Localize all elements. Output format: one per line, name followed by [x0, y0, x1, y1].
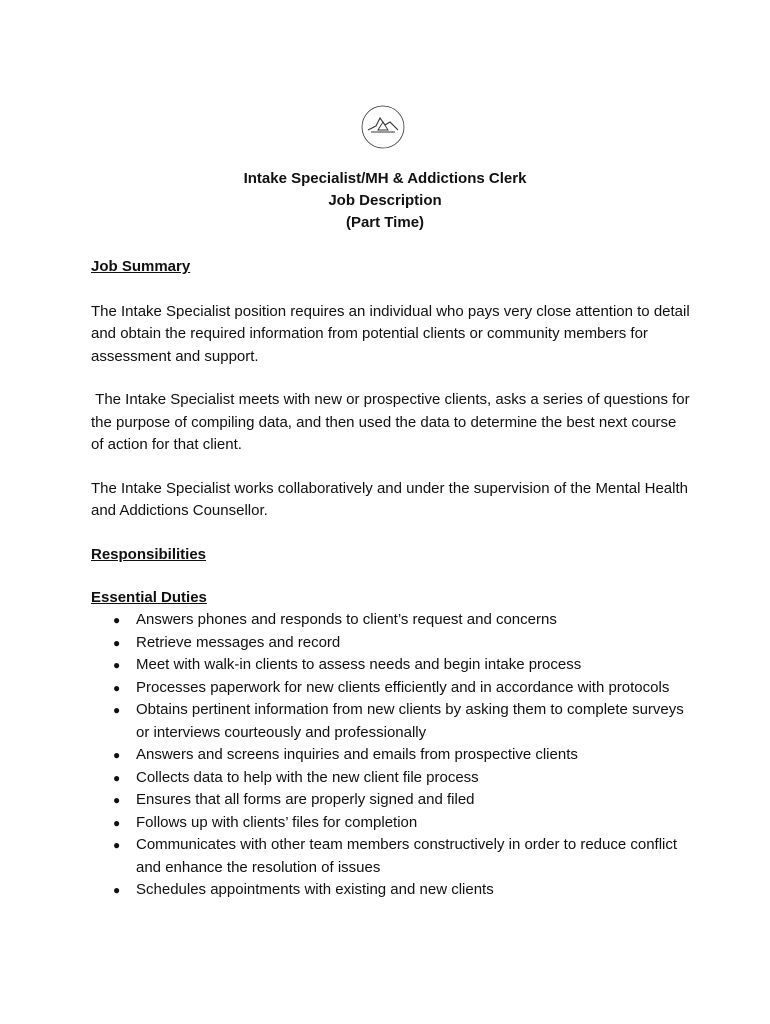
duty-list-item — [91, 812, 691, 835]
duty-list-item — [91, 632, 691, 655]
organization-logo — [360, 104, 406, 150]
bullet-icon: ● — [113, 680, 121, 695]
employment-type: (Part Time) — [345, 214, 425, 231]
essential-duties-list — [91, 609, 691, 902]
duty-list-item — [91, 879, 691, 902]
duty-text: Communicates with other team members constructively in order to reduce conflict and enhance the resolution of issues — [136, 836, 678, 876]
bullet-icon: ● — [113, 658, 121, 672]
bullet-icon: ● — [113, 748, 121, 762]
duty-text: Schedules appointments with existing and new clients — [136, 881, 494, 898]
document-body — [91, 256, 694, 902]
bullet-icon: ● — [113, 793, 121, 807]
responsibilities-heading: Responsibilities — [91, 545, 207, 563]
job-summary-heading: Job Summary — [91, 258, 191, 275]
duty-text: Collects data to help with the new client file process — [136, 768, 479, 786]
document-subtitle: Job Description — [328, 192, 442, 209]
duty-text: Retrieve messages and record — [136, 633, 341, 651]
duty-text: Meet with walk-in clients to assess needs and begin intake process — [136, 656, 582, 673]
duty-text: Obtains pertinent information from new clients by asking them to complete surveys or interviews courteously and professionally — [136, 701, 684, 741]
essential-duties-heading: Essential Duties — [91, 589, 207, 606]
duty-list-item — [91, 677, 691, 700]
duty-text: Answers phones and responds to client’s request and concerns — [136, 611, 557, 628]
bullet-icon: ● — [113, 883, 121, 897]
bullet-icon: ● — [113, 815, 121, 830]
bullet-icon: ● — [113, 703, 121, 717]
duty-list-item — [91, 834, 691, 879]
duty-list-item — [91, 699, 691, 744]
duty-text: Processes paperwork for new clients efficiently and in accordance with protocols — [136, 678, 670, 696]
svg-text:· · ·: · · · — [374, 111, 379, 115]
summary-paragraph-3: The Intake Specialist works collaboratively and under the supervision of the Mental Health and Addictions Counsellor. — [91, 479, 688, 519]
document-title-block — [0, 168, 770, 234]
duty-text: Ensures that all forms are properly signed and filed — [136, 791, 475, 808]
duty-list-item — [91, 609, 691, 632]
bullet-icon: ● — [113, 613, 121, 627]
document-title: Intake Specialist/MH & Addictions Clerk — [243, 170, 527, 187]
duty-list-item — [91, 654, 691, 677]
duty-text: Answers and screens inquiries and emails from prospective clients — [136, 746, 578, 763]
bullet-icon: ● — [113, 635, 121, 650]
bullet-icon: ● — [113, 838, 121, 852]
duty-list-item — [91, 744, 691, 767]
duty-list-item — [91, 767, 691, 790]
bullet-icon: ● — [113, 770, 121, 785]
summary-paragraph-1: The Intake Specialist position requires an individual who pays very close attention to detail and obtain the required information from potential clients or community members for assessment and support. — [91, 302, 690, 365]
svg-text:· · ·: · · · — [378, 142, 383, 146]
summary-paragraph-2: The Intake Specialist meets with new or prospective clients, asks a series of questions for the purpose of compiling data, and then used the data to determine the best next course of action for that client. — [91, 391, 694, 453]
duty-text: Follows up with clients’ files for completion — [136, 813, 418, 831]
duty-list-item — [91, 789, 691, 812]
